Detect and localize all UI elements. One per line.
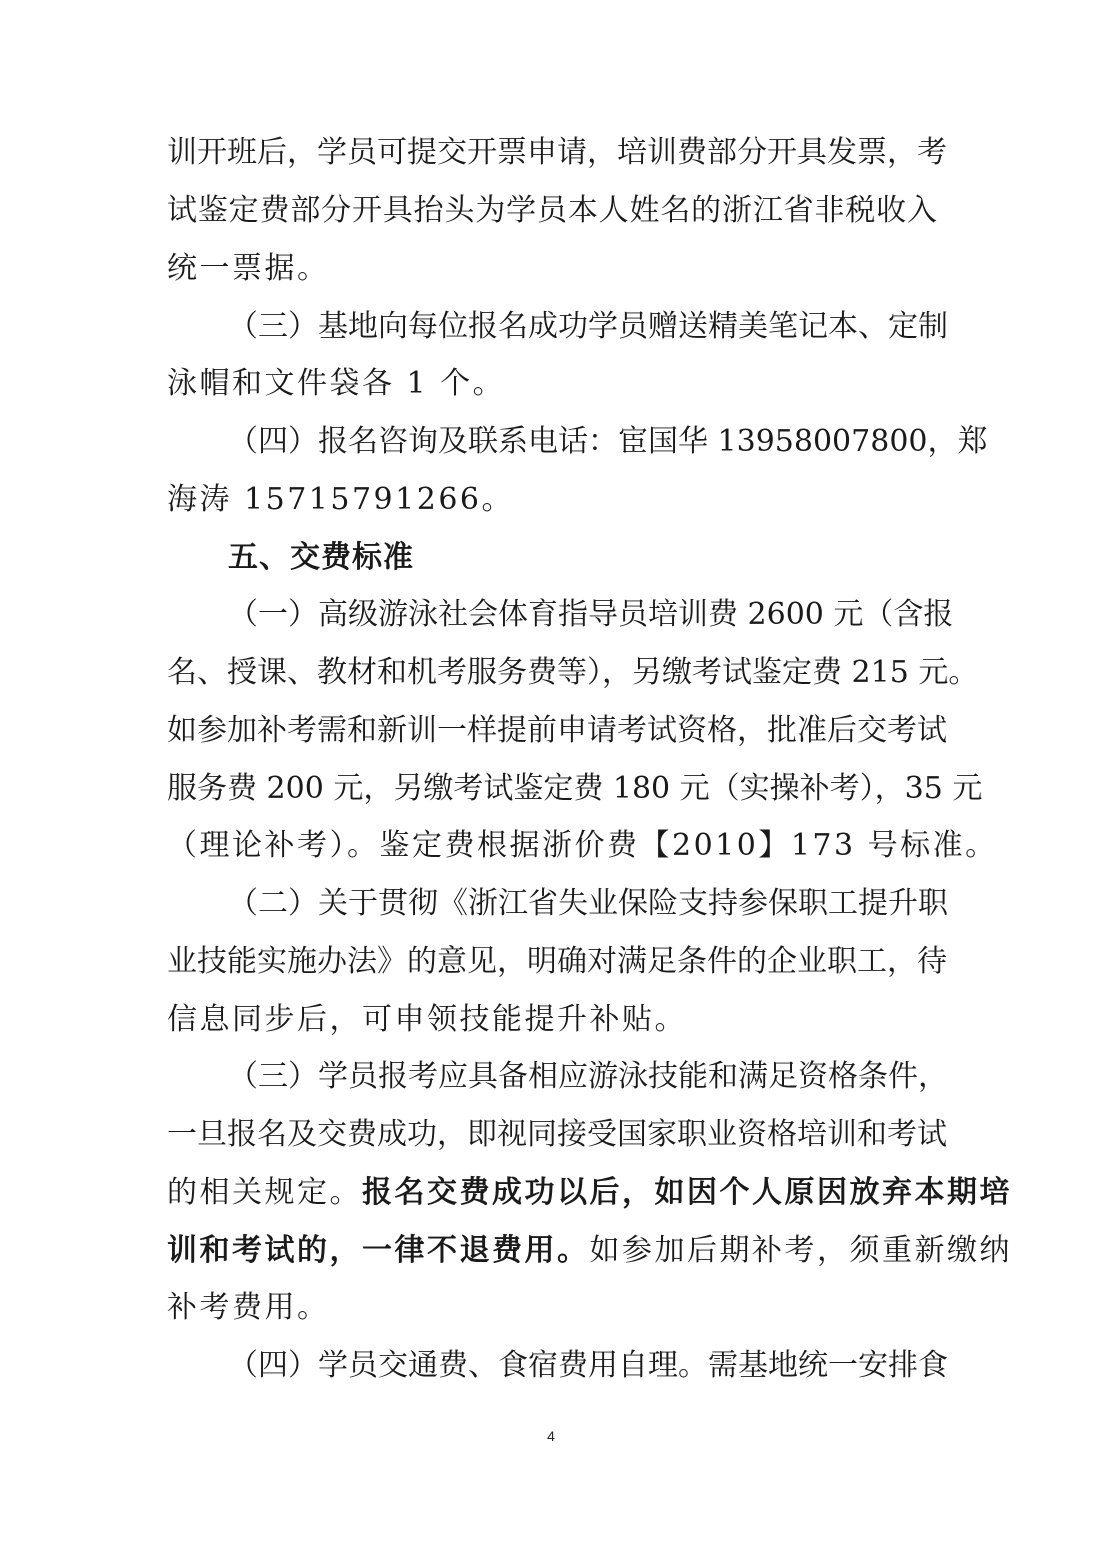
section-heading: 五、交费标准 <box>228 540 414 575</box>
text-segment: 的相关规定。 <box>167 1175 362 1210</box>
text-line: 信息同步后，可申领技能提升补贴。 <box>167 1002 687 1037</box>
text-line: 名、授课、教材和机考服务费等），另缴考试鉴定费 215 元。 <box>167 655 979 690</box>
page-number: 4 <box>547 1428 555 1444</box>
text-line: 如参加补考需和新训一样提前申请考试资格，批准后交考试 <box>167 713 947 748</box>
text-line: （三）基地向每位报名成功学员赠送精美笔记本、定制 <box>228 309 948 344</box>
text-line: 统一票据。 <box>167 251 330 286</box>
text-line: （四）学员交通费、食宿费用自理。需基地统一安排食 <box>228 1348 948 1383</box>
text-line: 试鉴定费部分开具抬头为学员本人姓名的浙江省非税收入 <box>167 193 937 228</box>
text-line <box>167 1231 1012 1271</box>
text-line <box>167 1173 1012 1213</box>
text-line: （三）学员报考应具备相应游泳技能和满足资格条件， <box>228 1059 948 1094</box>
text-line: 训开班后，学员可提交开票申请，培训费部分开具发票，考 <box>167 135 947 170</box>
text-line: 海涛 15715791266。 <box>167 482 514 517</box>
text-line: 补考费用。 <box>167 1290 330 1325</box>
text-line: （二）关于贯彻《浙江省失业保险支持参保职工提升职 <box>228 886 948 921</box>
text-line: （理论补考）。鉴定费根据浙价费【2010】173 号标准。 <box>167 828 998 863</box>
text-line: 一旦报名及交费成功，即视同接受国家职业资格培训和考试 <box>167 1117 947 1152</box>
text-line: 服务费 200 元，另缴考试鉴定费 180 元（实操补考），35 元 <box>167 771 983 806</box>
text-line: 泳帽和文件袋各 1 个。 <box>167 366 506 401</box>
text-line: 业技能实施办法》的意见，明确对满足条件的企业职工，待 <box>167 944 947 979</box>
text-line: （四）报名咨询及联系电话：宦国华 13958007800，郑 <box>228 424 988 459</box>
bold-notice: 报名交费成功以后，如因个人原因放弃本期培 <box>362 1175 1012 1210</box>
text-line: （一）高级游泳社会体育指导员培训费 2600 元（含报 <box>228 597 954 632</box>
bold-notice: 训和考试的，一律不退费用。 <box>167 1233 590 1268</box>
text-segment: 如参加后期补考，须重新缴纳 <box>589 1233 1012 1268</box>
